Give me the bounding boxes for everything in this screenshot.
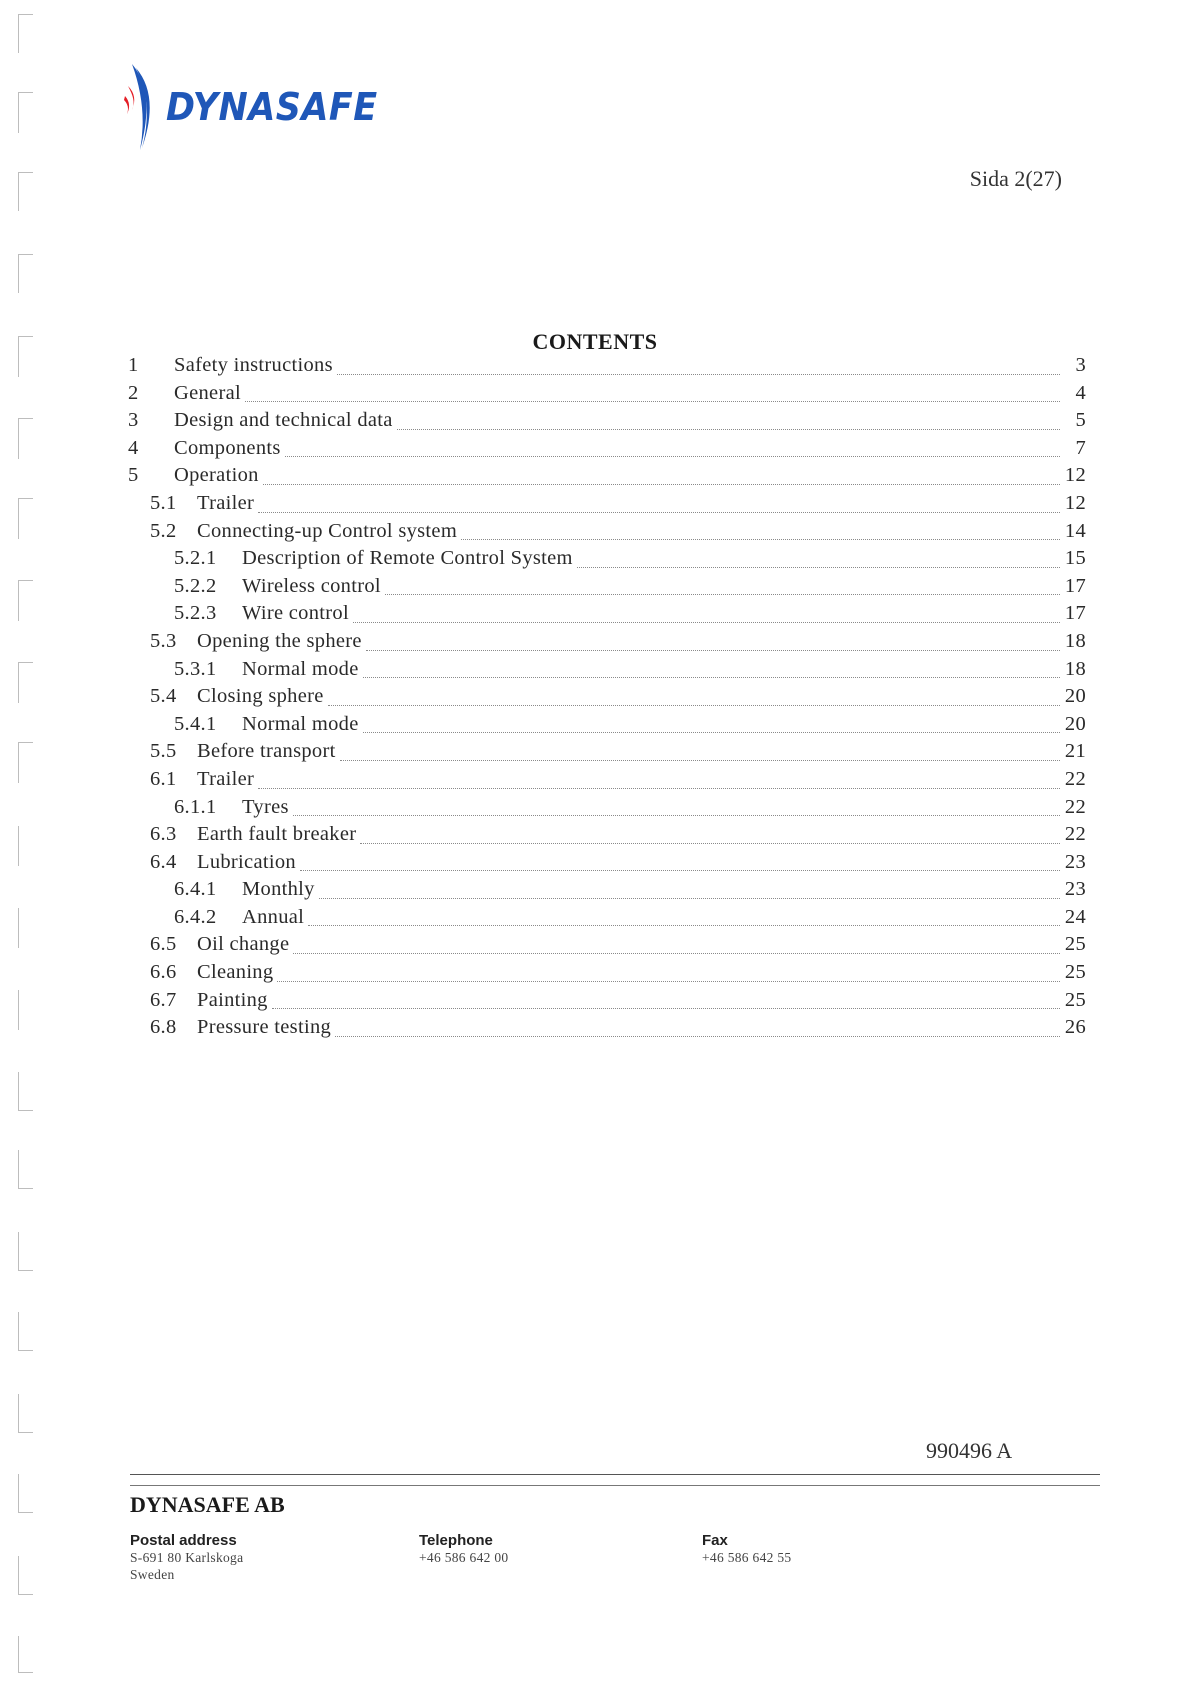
toc-entry — [128, 520, 1086, 548]
company-logo — [122, 62, 396, 152]
binder-mark — [18, 254, 33, 293]
toc-entry — [128, 658, 1086, 686]
toc-entry-page: 15 — [1064, 547, 1086, 570]
toc-entry-title: Before transport — [197, 740, 336, 763]
toc-entry-page: 21 — [1064, 740, 1086, 763]
toc-entry-page: 3 — [1075, 354, 1086, 376]
toc-entry-page: 22 — [1064, 823, 1086, 846]
footer-divider — [130, 1485, 1100, 1486]
toc-entry — [128, 630, 1086, 658]
footer-telephone — [419, 1532, 508, 1566]
toc-entry-number: 5.2.2 — [174, 574, 217, 597]
toc-entry-number: 6.6 — [150, 961, 177, 984]
binder-mark — [18, 742, 33, 783]
binder-mark — [18, 172, 33, 211]
toc-entry-title: Cleaning — [197, 961, 274, 984]
page-number: Sida 2(27) — [969, 166, 1062, 191]
toc-entry-number: 5.4 — [150, 685, 177, 708]
toc-entry-number: 5.3 — [150, 629, 177, 652]
toc-entry-number: 6.4.1 — [174, 878, 217, 901]
binder-mark — [18, 990, 33, 1030]
toc-entry — [128, 602, 1086, 630]
toc-leader-dots — [263, 484, 1060, 485]
toc-entry — [128, 409, 1086, 437]
toc-entry-number: 5.2.3 — [174, 602, 217, 625]
dynasafe-swoosh-icon — [122, 62, 162, 152]
toc-entry — [128, 933, 1086, 961]
toc-leader-dots — [335, 1036, 1060, 1037]
toc-entry-page: 26 — [1064, 1016, 1086, 1039]
toc-entry-number: 6.1 — [150, 767, 177, 790]
toc-entry-title: Connecting-up Control system — [197, 519, 458, 542]
toc-entry-number: 5.2 — [150, 519, 177, 542]
toc-leader-dots — [363, 677, 1060, 678]
toc-entry — [128, 961, 1086, 989]
binder-mark — [18, 1312, 33, 1351]
toc-entry-title: Tyres — [242, 795, 289, 818]
toc-leader-dots — [293, 815, 1060, 816]
toc-entry — [128, 878, 1086, 906]
toc-entry — [128, 437, 1086, 465]
fax-label: Fax — [702, 1532, 728, 1549]
toc-leader-dots — [360, 843, 1060, 844]
toc-entry-title: Trailer — [197, 767, 255, 790]
toc-entry-number: 5.5 — [150, 740, 177, 763]
toc-leader-dots — [300, 870, 1060, 871]
toc-entry-page: 22 — [1064, 767, 1086, 790]
footer-company-name: DYNASAFE AB — [130, 1492, 285, 1517]
toc-leader-dots — [385, 594, 1060, 595]
toc-entry-page: 25 — [1064, 988, 1086, 1011]
footer-postal-address — [130, 1532, 243, 1583]
toc-entry-title: Opening the sphere — [197, 629, 362, 652]
toc-entry-title: Earth fault breaker — [197, 823, 357, 846]
logo-wordmark: DYNASAFE — [166, 85, 378, 129]
toc-entry-number: 6.4.2 — [174, 905, 217, 928]
toc-leader-dots — [328, 705, 1060, 706]
toc-entry-title: Operation — [174, 464, 259, 487]
telephone-number: +46 586 642 00 — [419, 1550, 509, 1565]
toc-entry — [128, 823, 1086, 851]
toc-entry-title: Monthly — [242, 878, 315, 901]
toc-entry — [128, 1016, 1086, 1044]
toc-leader-dots — [577, 567, 1060, 568]
postal-label: Postal address — [130, 1532, 237, 1549]
toc-entry-title: Normal mode — [242, 657, 359, 680]
toc-entry-page: 22 — [1064, 795, 1086, 818]
toc-leader-dots — [397, 429, 1060, 430]
toc-leader-dots — [363, 732, 1060, 733]
toc-entry-number: 6.3 — [150, 823, 177, 846]
toc-leader-dots — [461, 539, 1060, 540]
toc-entry-page: 7 — [1075, 436, 1086, 459]
toc-entry — [128, 906, 1086, 934]
toc-entry-title: Pressure testing — [197, 1016, 332, 1039]
toc-entry-page: 20 — [1064, 712, 1086, 735]
toc-entry-title: Wireless control — [242, 574, 381, 597]
toc-entry-title: Description of Remote Control System — [242, 547, 573, 570]
contents-heading: CONTENTS — [532, 329, 658, 354]
toc-entry-number: 5.1 — [150, 491, 177, 514]
binder-mark — [18, 92, 33, 133]
footer-fax — [702, 1532, 791, 1566]
toc-entry — [128, 740, 1086, 768]
postal-line: S-691 80 Karlskoga — [130, 1550, 244, 1565]
toc-entry-number: 4 — [128, 436, 139, 459]
toc-leader-dots — [337, 374, 1060, 375]
toc-entry-title: Safety instructions — [174, 354, 333, 376]
toc-entry-page: 24 — [1064, 905, 1086, 928]
toc-entry-page: 17 — [1064, 602, 1086, 625]
toc-leader-dots — [245, 401, 1060, 402]
toc-entry — [128, 547, 1086, 575]
toc-entry-title: Design and technical data — [174, 409, 393, 432]
toc-entry-number: 5.4.1 — [174, 712, 217, 735]
binder-mark — [18, 1150, 33, 1189]
toc-entry-page: 12 — [1064, 491, 1086, 514]
fax-number: +46 586 642 55 — [702, 1550, 792, 1565]
toc-leader-dots — [293, 953, 1060, 954]
toc-entry-page: 18 — [1064, 629, 1086, 652]
table-of-contents — [128, 354, 1086, 1044]
binder-mark — [18, 1636, 33, 1673]
binder-mark — [18, 1474, 33, 1513]
toc-entry — [128, 796, 1086, 824]
toc-entry — [128, 989, 1086, 1017]
toc-entry-page: 20 — [1064, 685, 1086, 708]
toc-entry-title: Wire control — [242, 602, 349, 625]
toc-entry-page: 18 — [1064, 657, 1086, 680]
toc-entry-number: 6.1.1 — [174, 795, 217, 818]
binder-mark — [18, 498, 33, 539]
toc-entry-page: 25 — [1064, 961, 1086, 984]
binder-mark — [18, 1232, 33, 1271]
toc-entry-number: 5 — [128, 464, 139, 487]
toc-entry-title: Lubrication — [197, 850, 296, 873]
toc-entry-number: 1 — [128, 354, 139, 376]
binder-mark — [18, 418, 33, 459]
toc-entry-title: Normal mode — [242, 712, 359, 735]
footer-divider — [130, 1474, 1100, 1475]
toc-leader-dots — [340, 760, 1060, 761]
toc-entry-number: 2 — [128, 381, 139, 404]
toc-entry-page: 25 — [1064, 933, 1086, 956]
toc-entry — [128, 768, 1086, 796]
binder-mark — [18, 908, 33, 948]
toc-entry-page: 12 — [1064, 464, 1086, 487]
toc-leader-dots — [285, 456, 1060, 457]
toc-entry-page: 17 — [1064, 574, 1086, 597]
toc-entry-title: Trailer — [197, 491, 255, 514]
toc-entry-number: 6.4 — [150, 850, 177, 873]
toc-entry-number: 5.2.1 — [174, 547, 217, 570]
toc-entry-title: Components — [174, 436, 281, 459]
toc-entry — [128, 685, 1086, 713]
toc-leader-dots — [277, 981, 1060, 982]
toc-entry-number: 6.7 — [150, 988, 177, 1011]
toc-entry-title: Closing sphere — [197, 685, 324, 708]
toc-entry — [128, 354, 1086, 382]
toc-entry-title: General — [174, 381, 241, 404]
toc-entry-page: 14 — [1064, 519, 1086, 542]
toc-leader-dots — [258, 512, 1060, 513]
binder-mark — [18, 14, 33, 53]
toc-entry — [128, 851, 1086, 879]
binder-mark — [18, 826, 33, 866]
toc-entry-page: 5 — [1075, 409, 1086, 432]
document-code: 990496 A — [926, 1438, 1013, 1463]
toc-entry — [128, 713, 1086, 741]
toc-entry-page: 23 — [1064, 850, 1086, 873]
toc-entry-number: 5.3.1 — [174, 657, 217, 680]
binder-mark — [18, 1394, 33, 1433]
toc-entry-page: 4 — [1075, 381, 1086, 404]
toc-entry-title: Oil change — [197, 933, 290, 956]
toc-entry-number: 6.5 — [150, 933, 177, 956]
toc-leader-dots — [353, 622, 1060, 623]
binder-mark — [18, 580, 33, 621]
telephone-label: Telephone — [419, 1532, 493, 1549]
toc-entry-number: 3 — [128, 409, 139, 432]
toc-entry — [128, 492, 1086, 520]
toc-entry — [128, 575, 1086, 603]
toc-entry — [128, 464, 1086, 492]
toc-entry-title: Annual — [242, 905, 305, 928]
toc-leader-dots — [319, 898, 1060, 899]
toc-entry-title: Painting — [197, 988, 268, 1011]
toc-entry — [128, 382, 1086, 410]
binder-mark — [18, 1556, 33, 1595]
toc-leader-dots — [308, 925, 1060, 926]
toc-entry-number: 6.8 — [150, 1016, 177, 1039]
toc-entry-page: 23 — [1064, 878, 1086, 901]
toc-leader-dots — [272, 1008, 1060, 1009]
toc-leader-dots — [366, 650, 1060, 651]
toc-leader-dots — [258, 788, 1060, 789]
binder-mark — [18, 1072, 33, 1111]
binder-mark — [18, 662, 33, 703]
postal-line: Sweden — [130, 1567, 175, 1582]
